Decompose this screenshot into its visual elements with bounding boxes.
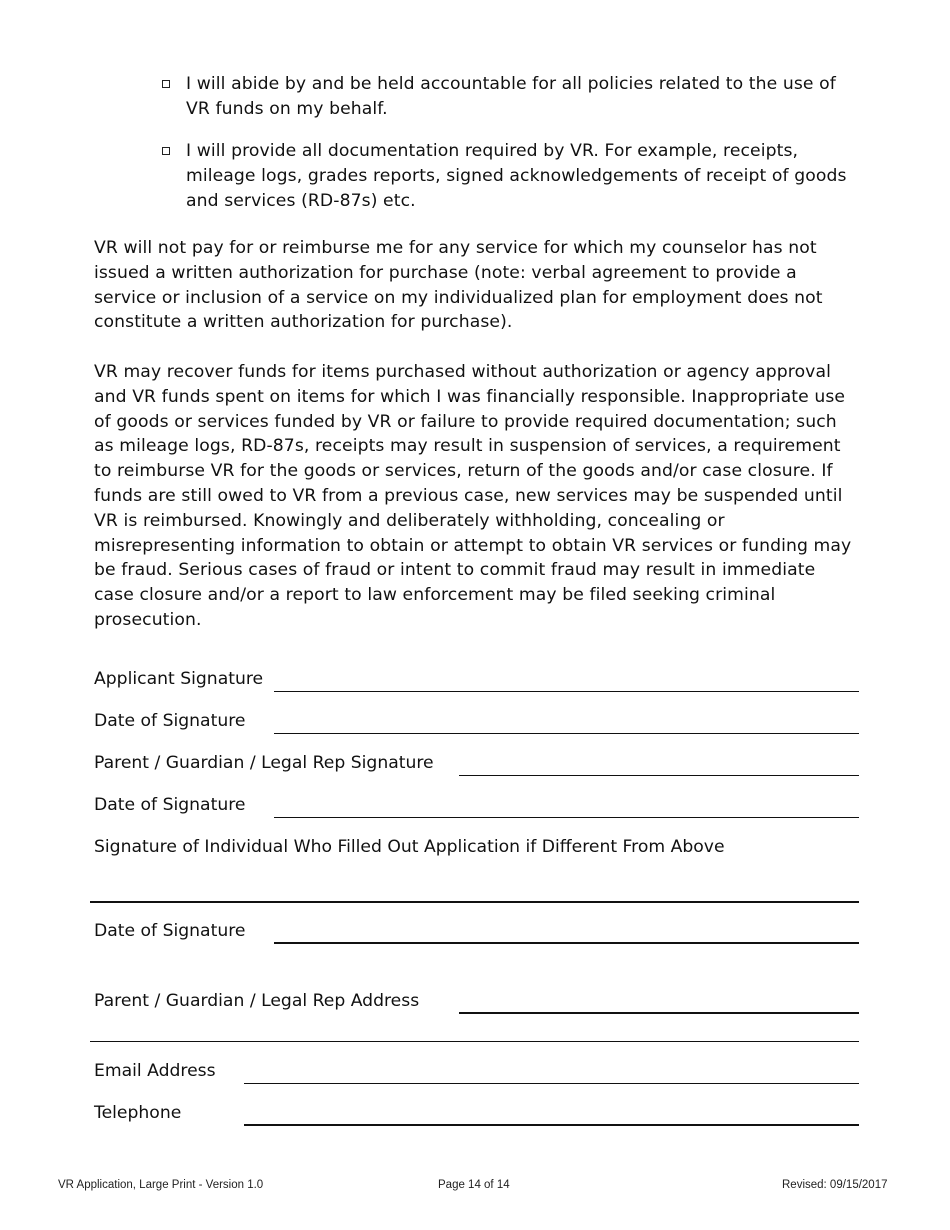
section-divider [90,1041,859,1042]
email-address-line[interactable] [244,1083,859,1084]
recovery-paragraph: VR may recover funds for items purchased without authorization or agency approval and VR funds spent on items for which I was financially responsible. Inappropriate use of goods or services funded by VR or failure to provide required documentation; such as mileage logs, RD-87s, receipts may result in suspension of services, a requirement to reimburse VR for the goods or services, return of the goods and/or case closure. If funds are still owed to VR from a previous case, new services may be suspended until VR is reimbursed. Knowingly and deliberately withholding, concealing or misrepresenting information to obtain or attempt to obtain VR services or funding may be fraud. Serious cases of fraud or intent to commit fraud may result in immediate case closure and/or a report to law enforcement may be filed seeking criminal prosecution. [94,362,852,630]
other-individual-signature-label: Signature of Individual Who Filled Out Application if Different From Above [94,837,725,857]
parent-address-label: Parent / Guardian / Legal Rep Address [94,991,420,1011]
checklist-item-text: I will provide all documentation required by VR. For example, receipts, mileage logs, grades reports, signed acknowledgements of receipt of goods and services (RD-87s) etc. [186,141,847,211]
date-of-signature-label: Date of Signature [94,795,246,815]
footer-revised-date: Revised: 09/15/2017 [782,1179,888,1191]
date-of-signature-line[interactable] [274,942,859,944]
checkbox-icon[interactable] [162,147,170,155]
applicant-signature-label: Applicant Signature [94,669,264,689]
telephone-line[interactable] [244,1124,859,1126]
parent-signature-label: Parent / Guardian / Legal Rep Signature [94,753,434,773]
date-of-signature-label: Date of Signature [94,921,246,941]
checklist-item-text: I will abide by and be held accountable for all policies related to the use of VR funds on my behalf. [186,74,836,119]
date-of-signature-line[interactable] [274,733,859,734]
email-address-label: Email Address [94,1061,216,1081]
authorization-paragraph: VR will not pay for or reimburse me for any service for which my counselor has not issued a written authorization for purchase (note: verbal agreement to provide a service or inclusion of a service on my individualized plan for employment does not constitute a written authorization for purchase). [94,238,823,333]
footer-version: VR Application, Large Print - Version 1.0 [58,1179,264,1191]
parent-signature-line[interactable] [459,775,859,776]
date-of-signature-label: Date of Signature [94,711,246,731]
footer-page-number: Page 14 of 14 [438,1179,510,1191]
checkbox-icon[interactable] [162,80,170,88]
other-individual-signature-line[interactable] [90,901,859,903]
date-of-signature-line[interactable] [274,817,859,818]
telephone-label: Telephone [94,1103,182,1123]
applicant-signature-line[interactable] [274,691,859,692]
parent-address-line[interactable] [459,1012,859,1014]
